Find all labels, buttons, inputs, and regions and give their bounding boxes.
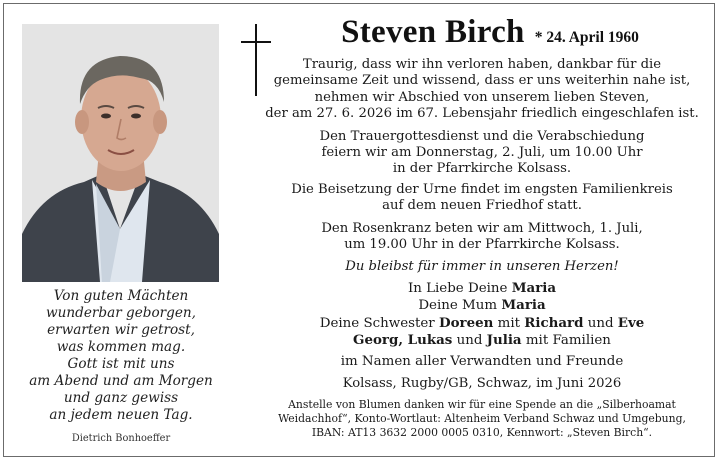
farewell-line: Du bleibst für immer in unseren Herzen! <box>345 259 619 275</box>
place-date: Kolsass, Rugby/GB, Schwaz, im Juni 2026 <box>342 375 622 391</box>
donation-line: IBAN: AT13 3632 2000 0005 0310, Kennwort: „Steven Birch“. <box>311 426 653 440</box>
poem-line: Von guten Mächten <box>53 288 189 304</box>
donation-line: Weidachhof“, Konto-Wortlaut: Altenheim Verband Schwaz und Umgebung, <box>278 412 686 426</box>
burial-paragraph <box>252 182 712 215</box>
portrait-photo <box>22 24 219 282</box>
deceased-header <box>280 14 700 58</box>
announcement-line: Traurig, dass wir ihn verloren haben, dankbar für die <box>302 57 662 72</box>
family-name: Georg, Lukas <box>353 332 453 349</box>
deceased-name: Steven Birch <box>341 14 525 50</box>
poem-line: an jedem neuen Tag. <box>49 407 193 423</box>
service-line: Den Trauergottesdienst und die Verabschiedung <box>319 128 645 144</box>
poem-line: Gott ist mit uns <box>67 356 175 372</box>
birth-date: * 24. April 1960 <box>534 29 639 46</box>
poem-line: was kommen mag. <box>56 339 186 355</box>
poem-line: am Abend und am Morgen <box>29 373 213 389</box>
portrait-illustration <box>22 24 219 282</box>
burial-line: Die Beisetzung der Urne findet im engsten Familienkreis <box>291 181 673 197</box>
family-line: Georg, Lukas und Julia mit Familien <box>353 332 611 349</box>
donation-line: Anstelle von Blumen danken wir für eine Spende an die „Silberhoamat <box>288 398 676 412</box>
poem-author: Dietrich Bonhoeffer <box>71 433 171 444</box>
family-name: Julia <box>486 332 522 349</box>
family-name: Doreen <box>438 314 494 331</box>
memorial-poem <box>14 288 228 447</box>
announcement-line: der am 27. 6. 2026 im 67. Lebensjahr friedlich eingeschlafen ist. <box>265 106 699 122</box>
announcement-paragraph <box>252 57 712 123</box>
announcement-line: gemeinsame Zeit und wissend, dass er uns weiterhin nahe ist, <box>273 73 691 89</box>
family-name: Maria <box>501 297 546 314</box>
rosary-paragraph <box>252 221 712 254</box>
family-signature <box>252 280 712 370</box>
obituary-text <box>252 57 712 440</box>
family-line: In Liebe Deine Maria <box>407 279 557 296</box>
announcement-line: nehmen wir Abschied von unserem lieben Steven, <box>314 89 650 105</box>
service-line: in der Pfarrkirche Kolsass. <box>392 161 572 177</box>
family-name: Maria <box>511 279 557 296</box>
poem-line: erwarten wir getrost, <box>47 322 195 338</box>
donation-note <box>252 398 712 440</box>
rosary-line: Den Rosenkranz beten wir am Mittwoch, 1. Juli, <box>321 220 643 236</box>
family-name: Richard <box>524 314 584 331</box>
family-line: im Namen aller Verwandten und Freunde <box>340 353 624 369</box>
rosary-line: um 19.00 Uhr in der Pfarrkirche Kolsass. <box>344 237 620 253</box>
family-name: Eve <box>617 314 645 331</box>
service-paragraph <box>252 129 712 178</box>
family-line: Deine Schwester Doreen mit Richard und Eve <box>319 314 645 331</box>
service-line: feiern wir am Donnerstag, 2. Juli, um 10.00 Uhr <box>321 145 643 161</box>
family-line: Deine Mum Maria <box>418 297 546 314</box>
poem-line: wunderbar geborgen, <box>46 305 196 321</box>
burial-line: auf dem neuen Friedhof statt. <box>382 198 582 214</box>
poem-line: und ganz gewiss <box>63 390 179 406</box>
